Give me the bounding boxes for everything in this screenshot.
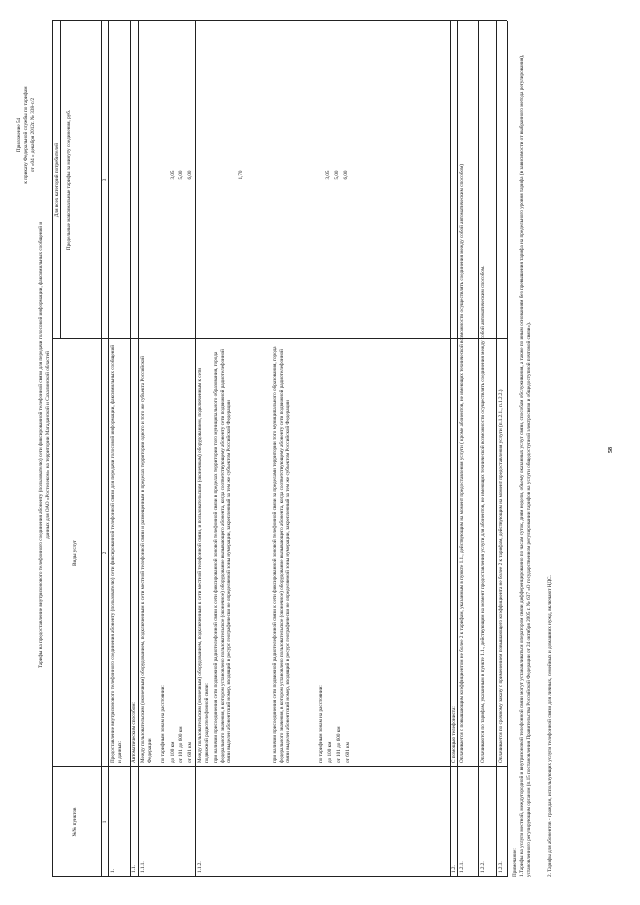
row-1-1-1-distance-600: от 101 до 600 км bbox=[178, 726, 184, 763]
row-1-1-1-value-601: 6,00 bbox=[187, 170, 193, 180]
row-1-1-1-distance-601: от 601 км bbox=[187, 742, 193, 763]
col-number-1: 1 bbox=[102, 820, 108, 824]
col-number-3: 3 bbox=[102, 178, 108, 182]
row-1-1-1-value-600: 5,00 bbox=[178, 170, 184, 180]
row-1-1-1-text: Между пользовательским (оконечным) оборудованием, подключенным к сети местной телефонной связи и размещенным в пределах территории одного и того же субъекта Российской Федерации bbox=[140, 356, 153, 763]
table-border-left bbox=[52, 876, 507, 877]
page-number: 58 bbox=[608, 447, 614, 453]
row-1-1-text: Автоматическим способом: bbox=[131, 702, 137, 763]
row-1-1-2-value-100: 3,05 bbox=[325, 170, 331, 180]
appendix-line-3: от «04 » декабря 2012г. № 338-с/2 bbox=[30, 97, 36, 173]
row-1-1-2-number: 1.1.2. bbox=[197, 861, 203, 873]
row-1-1-2-distance-100: до 100 км bbox=[327, 741, 333, 763]
row-1-1-2-value-local: 1,70 bbox=[238, 170, 244, 180]
table-col-sep-2 bbox=[52, 338, 507, 339]
row-1-2-1-text: Оплачивается с повышающим коэффициентом не более 2 к тарифам, указанным в пункте 1.1., действующим на момент предоставления услуги ( кроме абонентов, не имеющих технической возможности осуществлять соединения между собой автоматическим способом) bbox=[459, 164, 465, 763]
row-1-1-1-zones-label: по тарифным зонам на расстоянии: bbox=[160, 685, 166, 763]
notes-heading: Примечание: bbox=[512, 848, 518, 877]
col-header-max-tariff: Предельные максимальные тарифы за минуту соединения, руб. bbox=[66, 109, 72, 251]
table-border-top bbox=[52, 21, 53, 877]
row-1-1-2-zones-label: по тарифным зонам на расстоянии: bbox=[318, 685, 324, 763]
table-col-sep-1 bbox=[52, 766, 507, 767]
row-1-1-1-value-100: 3,05 bbox=[170, 170, 176, 180]
col-header-number: №№ пунктов bbox=[72, 807, 78, 837]
row-1-number: 1. bbox=[110, 869, 116, 873]
note-2: 2. Тарифы для абонентов - граждан, использующих услуги телефонной связи для личных, семейных и домашних нужд, включают НДС. bbox=[547, 575, 553, 877]
row-1-1-2-value-600: 5,00 bbox=[334, 170, 340, 180]
row-1-2-1-number: 1.2.1. bbox=[459, 861, 465, 873]
col-header-service: Виды услуг bbox=[72, 540, 78, 566]
row-1-1-2-distance-600: от 101 до 600 км bbox=[336, 726, 342, 763]
appendix-line-1: Приложение 54 bbox=[16, 117, 22, 153]
row-1-1-2-value-601: 6,00 bbox=[343, 170, 349, 180]
col-number-2: 2 bbox=[102, 551, 108, 555]
row-sep-7 bbox=[496, 21, 497, 877]
row-1-1-1-number: 1.1.1. bbox=[140, 861, 146, 873]
row-1-2-2-text: Оплачиваются по тарифам, указанным в пункте 1.1., действующим на момент предоставления услуги для абонентов, не имеющих технической возможности осуществлять соединения между собой автоматическим способом. bbox=[480, 265, 486, 763]
row-1-2-2-number: 1.2.2. bbox=[480, 861, 486, 873]
note-1: 1.Тарифы на услуги местной, междугородной и внутризоновой телефонной связи могут устанавливаться оператором связи дифференцированно по часам суток, дням недели, объему оказанных услуг связи, способам обслуживания, а также по иным основаниям без превышения тарифа на предельного уровня тарифа (в зависимости от выбранного метода регулирования), установленного регулирующим органом (п.15 постановления Правительства Российской Федерации от 24 октября 2005 г. № 637 «О государственном регулировании тарифов на услуги общедоступной электросвязи и общедоступной почтовой связи»). bbox=[519, 54, 532, 877]
row-1-text: Предоставление внутризонового телефонного соединения абоненту (пользователю) сети фиксированной телефонной связи для передачи голосовой информации, факсимильных сообщений и данных: bbox=[110, 345, 123, 763]
row-1-2-3-number: 1.2.3. bbox=[498, 861, 504, 873]
row-sep-2 bbox=[138, 21, 139, 877]
document-title-line-1: Тарифы на предоставление внутризонового телефонного соединения абоненту (пользователю) сети фиксированной телефонной связи для передачи голосовой информации, факсимильных сообщений и bbox=[38, 221, 44, 669]
row-1-1-1-distance-100: до 100 км bbox=[170, 741, 176, 763]
row-1-2-3-text: Оплачивается по срочному заказу с применением повышающего коэффициента не более 2 к тарифам, действующим на момент предоставления услуги (п.1.2.1., п.1.2.2.) bbox=[498, 389, 504, 763]
row-1-1-2-text: Между пользовательским (оконечным) оборудованием, подключенным к сети местной телефонной связи, и пользовательским (оконечным) оборудованием, подключенным к сети подвижной радиотелефонной связи: bbox=[197, 367, 210, 763]
appendix-line-2: к приказу Федеральной службы по тарифам bbox=[23, 86, 29, 184]
table-border-right bbox=[52, 20, 507, 21]
row-1-1-2-outside-presence-text: при наличии присоединения сети подвижной радиотелефонной связи к сети фиксированной зоновой телефонной связи за пределами территории того муниципального образования, города федерального значения, в котором установлено пользовательское (оконечное) оборудование вызывающего абонента, когда соответствующему абоненту сети подвижной радиотелефонной связи выделен абонентский номер, входящий в ресурс географически не определяемой зоны нумерации, закрепленный за тем же субъектом Российской Федерации bbox=[272, 346, 292, 763]
col-header-all-consumers: Для всех категорий потребителей bbox=[54, 142, 60, 218]
table-border-bottom bbox=[507, 21, 508, 877]
row-1-2-text: С помощью телефониста: bbox=[451, 706, 457, 763]
row-sep-6 bbox=[478, 21, 479, 877]
row-1-1-number: 1.1. bbox=[131, 865, 137, 873]
row-1-1-2-distance-601: от 601 км bbox=[345, 742, 351, 763]
document-title-line-2: данных для ОАО «Ростелеком» на территории Магаданской и Сахалинской областей bbox=[45, 351, 51, 539]
row-1-1-2-local-presence-text: при наличии присоединения сети подвижной радиотелефонной связи к сети фиксированной зоновой телефонной связи в пределах территории того муниципального образования, города федерального значения, в котором установлено пользовательское (оконечное) оборудование вызывающего абонента, когда соответствующему абоненту сети подвижной радиотелефонной связи выделен абонентский номер, входящий в ресурс географически не определяемой зоны нумерации, закрепленный за тем же субъектом Российской Федерации bbox=[213, 349, 233, 763]
row-1-2-number: 1.2. bbox=[451, 865, 457, 873]
row-sep-3 bbox=[195, 21, 196, 877]
